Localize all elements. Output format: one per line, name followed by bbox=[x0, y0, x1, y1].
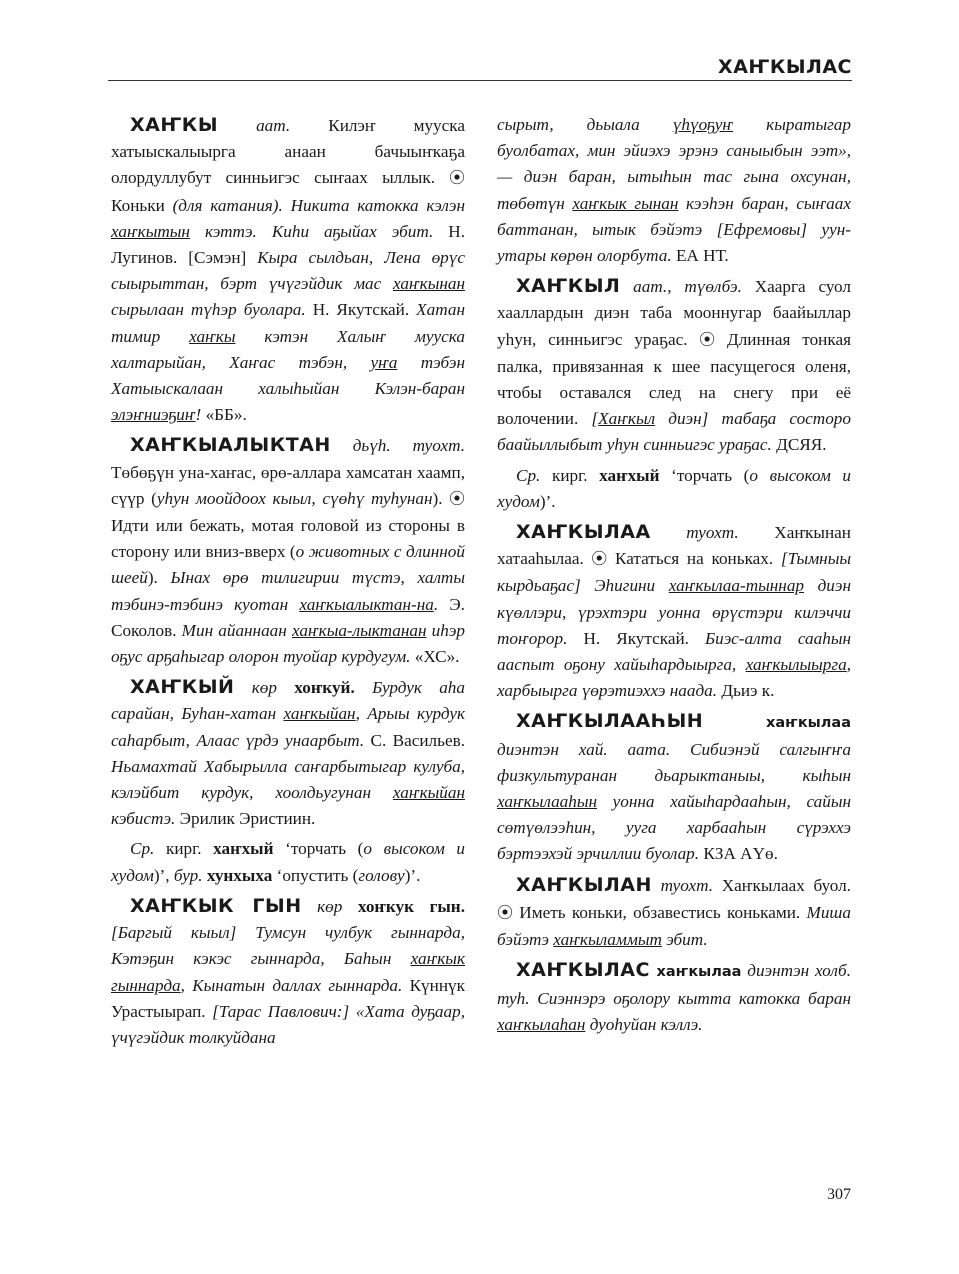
example: , Кынатын даллах гыннарда. bbox=[180, 975, 403, 995]
example-form: хаҥкытын bbox=[111, 221, 190, 241]
cf-label: Ср. bbox=[130, 839, 155, 859]
example: тэбэн Хатыыскалаан халыһыйан Кэлэн-баран bbox=[111, 352, 465, 399]
cross-reference: хаҥкылаа bbox=[703, 715, 851, 732]
translation-note: о животных с длинной шеей bbox=[111, 542, 465, 588]
left-column bbox=[111, 112, 465, 1055]
example-form: хаҥкы bbox=[189, 326, 236, 346]
source: КЗА АҮө. bbox=[699, 844, 778, 864]
cross-reference: хоҥкук гын. bbox=[342, 896, 465, 916]
example-form: хаҥкылаа-тыннар bbox=[668, 576, 805, 596]
source: Н. Якутскай. bbox=[305, 300, 410, 320]
example-form: хаҥкынан bbox=[392, 274, 465, 294]
entry-continuation bbox=[497, 112, 851, 269]
example: Никита катокка кэлэн bbox=[282, 195, 465, 215]
example-form: хаҥкыа-лыктанан bbox=[291, 620, 427, 640]
definition: Килэҥ мууска хатыыскалыырга анаан бачыыҥкаҕа олордуллубут синньигэс сыҥаах ыллык. bbox=[111, 116, 465, 188]
example: кэттэ. Киһи аҕыйах эбит. bbox=[189, 221, 434, 241]
definition-note: уһун моойдоох кыыл, сүөһү туһунан bbox=[156, 488, 433, 508]
example: кэтэн Халыҥ мууска халтарыйан, Хаҥас тэбэн, bbox=[111, 326, 465, 372]
pos-label: туохт. bbox=[651, 875, 714, 895]
entry-hankylaahyn bbox=[497, 708, 851, 867]
page-number: 307 bbox=[827, 1186, 851, 1203]
definition: Төбөҕүн уна-хаҥас, өрө-аллара хамсатан хаамп, сүүр ( bbox=[111, 462, 465, 508]
example: [ bbox=[578, 409, 599, 429]
gloss: )’. bbox=[539, 491, 556, 511]
example: Тумсун чулбук гыннарда, Кэтэҕин кэкэс гыннарда, Баһын bbox=[111, 923, 465, 969]
cognate-word: хаҥхый bbox=[201, 839, 274, 859]
example: Ньамахтай Хабырылла саҥарбытыгар кулуба, кэлэйбит курдук, хоолдьугунан bbox=[111, 756, 465, 803]
cognate-word: хаҥхый bbox=[587, 465, 660, 485]
pos-label: көр bbox=[234, 678, 277, 698]
example: Биэс-алта сааһын ааспыт оҕону хайыһардыырга, bbox=[497, 628, 851, 675]
example-form: хаҥкылыырга bbox=[745, 655, 847, 675]
translation: Коньки bbox=[111, 195, 165, 215]
translation: ). bbox=[147, 568, 158, 588]
gloss-note: голову bbox=[358, 865, 405, 885]
language-label: кирг. bbox=[540, 465, 588, 485]
circle-dot-icon: ⦿ bbox=[583, 551, 608, 569]
example: , Арыы курдук саһарбыт, Алаас үрдэ унаарбыт. bbox=[111, 704, 465, 750]
example-form: хаҥкылааһын bbox=[497, 792, 598, 812]
example: Бурдук аһа сарайан, Буһан-хатан bbox=[111, 678, 465, 724]
example: диэн] табаҕа состоро баайыллыбыт уһун синньигэс ураҕас. bbox=[497, 409, 851, 455]
example: Хатан тимир bbox=[111, 300, 465, 346]
cognate-word: хунхыха bbox=[202, 865, 273, 885]
source: Э. Соколов. bbox=[111, 594, 465, 640]
pos-label: дьүһ. туохт. bbox=[330, 436, 465, 456]
entry-hankyk-gyn bbox=[111, 893, 465, 1051]
source: «ББ». bbox=[201, 405, 247, 425]
source: [Тарас Павлович:] bbox=[205, 1001, 350, 1021]
example: Мин айаннаан bbox=[176, 620, 292, 640]
circle-dot-icon: ⦿ bbox=[687, 331, 716, 349]
circle-dot-icon: ⦿ bbox=[442, 490, 465, 508]
example: диэнтэн хай. аата. Сибиэнэй салгыҥҥа физкультуранан дьарыктаныы, кыһын bbox=[497, 739, 851, 785]
entry-hankylaa bbox=[497, 519, 851, 704]
entry-hankyl bbox=[497, 273, 851, 458]
gloss-note: о высоком и худом bbox=[497, 465, 852, 511]
example: сырылаан түһэр буолара. bbox=[111, 300, 306, 320]
source: Н. Якутскай. bbox=[567, 628, 689, 648]
example: Ынах өрө тилигирии түстэ, халты тэбинэ-тэбинэ куотан bbox=[111, 568, 465, 614]
gloss-note: о высоком и худом bbox=[111, 839, 466, 885]
language-label: кирг. bbox=[154, 839, 202, 859]
pos-label: туохт. bbox=[650, 523, 739, 543]
example: Миша бэйэтэ bbox=[497, 902, 851, 950]
entry-hanky bbox=[111, 112, 465, 428]
example-form: хаҥкык гынан bbox=[572, 193, 679, 213]
source: [Баргый кыыл] bbox=[111, 923, 237, 943]
running-header bbox=[108, 54, 852, 81]
example: дуоһуйан кэллэ. bbox=[585, 1014, 703, 1034]
translation: Кататься на коньках. bbox=[607, 549, 774, 569]
example: ! bbox=[195, 405, 202, 425]
headword: ХАҤКЫЛААҺЫН bbox=[516, 710, 704, 733]
headword: ХАҤКЫЙ bbox=[130, 676, 235, 699]
headword: ХАҤКЫЛАС bbox=[516, 959, 650, 982]
translation: Длинная тонкая палка, привязанная к шее пасущегося оленя, чтобы оставался след на снегу при её волочении. bbox=[497, 329, 851, 429]
example-form: хаҥкыйан bbox=[283, 704, 356, 724]
headword: ХАҤКЫК ГЫН bbox=[130, 894, 302, 917]
cross-reference: хаҥкылаа bbox=[649, 964, 742, 981]
source: Күннүк Урастыырап. bbox=[111, 975, 465, 1021]
gloss: )’, bbox=[153, 865, 170, 885]
example: , харбыырга үөрэтиэххэ наада. bbox=[497, 655, 851, 701]
comparison-note bbox=[111, 836, 465, 888]
source: ЕА НТ. bbox=[671, 246, 729, 266]
example: кэбистэ. bbox=[111, 809, 176, 829]
entry-hankyi bbox=[111, 674, 465, 832]
circle-dot-icon: ⦿ bbox=[497, 904, 514, 922]
example: кыратыгар буолбатах, мин эйиэхэ эрэнэ саныыбын ээт», — диэн баран, ытыһын тас гына охсунан, төбөтүн bbox=[497, 115, 851, 213]
example: диэнтэн холб. туһ. Сиэннэрэ оҕолору кытта катокка баран bbox=[497, 961, 851, 1008]
source: Эрилик Эристиин. bbox=[175, 809, 316, 829]
example: . bbox=[433, 594, 439, 614]
example: иһэр оҕус арҕаһыгар олорон туойар курдугум. bbox=[111, 620, 465, 667]
example-form: хаҥкык гыннарда bbox=[111, 949, 465, 995]
definition: Хаарга суол хааллардын диэн таба мооннугар баайыллар уһун, синньигэс ураҕас. bbox=[497, 277, 851, 349]
pos-label: көр bbox=[301, 896, 343, 916]
example: Эһигини bbox=[580, 576, 669, 596]
example-form: хаҥкыйан bbox=[392, 783, 465, 803]
example-form: Хаҥкыл bbox=[598, 409, 656, 429]
definition: ). bbox=[432, 488, 443, 508]
gloss: ‘торчать ( bbox=[273, 839, 364, 859]
translation-note: (для катания). bbox=[164, 195, 283, 215]
circle-dot-icon: ⦿ bbox=[435, 170, 465, 188]
example: диэн күөллэри, үрэхтэри уонна өрүстэри килэччи тоҥорор. bbox=[497, 576, 851, 648]
source: ДСЯЯ. bbox=[771, 435, 827, 455]
headword: ХАҤКЫЛАА bbox=[516, 521, 651, 544]
cross-reference: хоҥкуй. bbox=[276, 678, 355, 698]
headword: ХАҤКЫЛАН bbox=[516, 873, 652, 896]
example: Кыра сылдьан, Лена өрүс сыырыттан, бэрт үчүгэйдик мас bbox=[111, 248, 465, 294]
example: уонна хайыһардааһын, сайын сөтүөлээһин, ууга харбааһын сүрэххэ бэртээхэй эрчиллии буолар. bbox=[497, 792, 851, 864]
gloss: )’. bbox=[404, 865, 421, 885]
example-form: хаҥкыламмыт bbox=[553, 930, 662, 950]
example: «Хата дуҕаар, үчүгэйдик толкуйдана bbox=[111, 1001, 466, 1047]
gloss: ‘торчать ( bbox=[659, 465, 750, 485]
source: С. Васильев. bbox=[364, 730, 465, 750]
definition: Хаҥкынан хатааһылаа. bbox=[497, 523, 851, 569]
source: Дьиэ к. bbox=[717, 681, 775, 701]
cf-label: Ср. bbox=[516, 465, 541, 485]
right-column bbox=[497, 112, 851, 1042]
example-form: хаҥкылаһан bbox=[497, 1014, 586, 1034]
translation: Иметь коньки, обзавестись коньками. bbox=[513, 902, 801, 922]
example-form: хаҥкыалыктан-на bbox=[299, 594, 434, 614]
source: Н. Лугинов. [Сэмэн] bbox=[111, 221, 465, 268]
entry-hankyalyktan bbox=[111, 432, 465, 670]
gloss: ‘опустить ( bbox=[272, 865, 359, 885]
example: сырыт, дьыала bbox=[497, 115, 673, 134]
definition: Хаҥкылаах буол. bbox=[713, 875, 851, 895]
source: «ХС». bbox=[410, 647, 460, 667]
language-label: бур. bbox=[169, 865, 203, 885]
example: кээһэн баран, сыҥаах баттанан, ытык бэйэтэ [Ефремовы] уун-утары көрөн олорбута. bbox=[497, 193, 851, 266]
example-form: уҥа bbox=[370, 352, 398, 372]
example: эбит. bbox=[661, 930, 708, 950]
source: [Тымныы кырдьаҕас] bbox=[497, 549, 851, 596]
headword: ХАҤКЫАЛЫКТАН bbox=[130, 434, 331, 457]
example-form: үһүоҕуҥ bbox=[672, 115, 734, 134]
headword: ХАҤКЫ bbox=[130, 114, 219, 136]
pos-label: аат., түөлбэ. bbox=[620, 277, 742, 297]
comparison-note bbox=[497, 463, 851, 515]
headword: ХАҤКЫЛ bbox=[516, 275, 621, 298]
entry-hankylas bbox=[497, 957, 851, 1038]
translation: Идти или бежать, мотая головой из стороны в сторону или вниз-вверх ( bbox=[111, 516, 465, 562]
example-form: элэҥниэҕиҥ bbox=[111, 405, 196, 425]
running-title: ХАҤКЫЛАС bbox=[718, 56, 852, 78]
pos-label: аат. bbox=[218, 116, 291, 135]
entry-hankylan bbox=[497, 872, 851, 954]
